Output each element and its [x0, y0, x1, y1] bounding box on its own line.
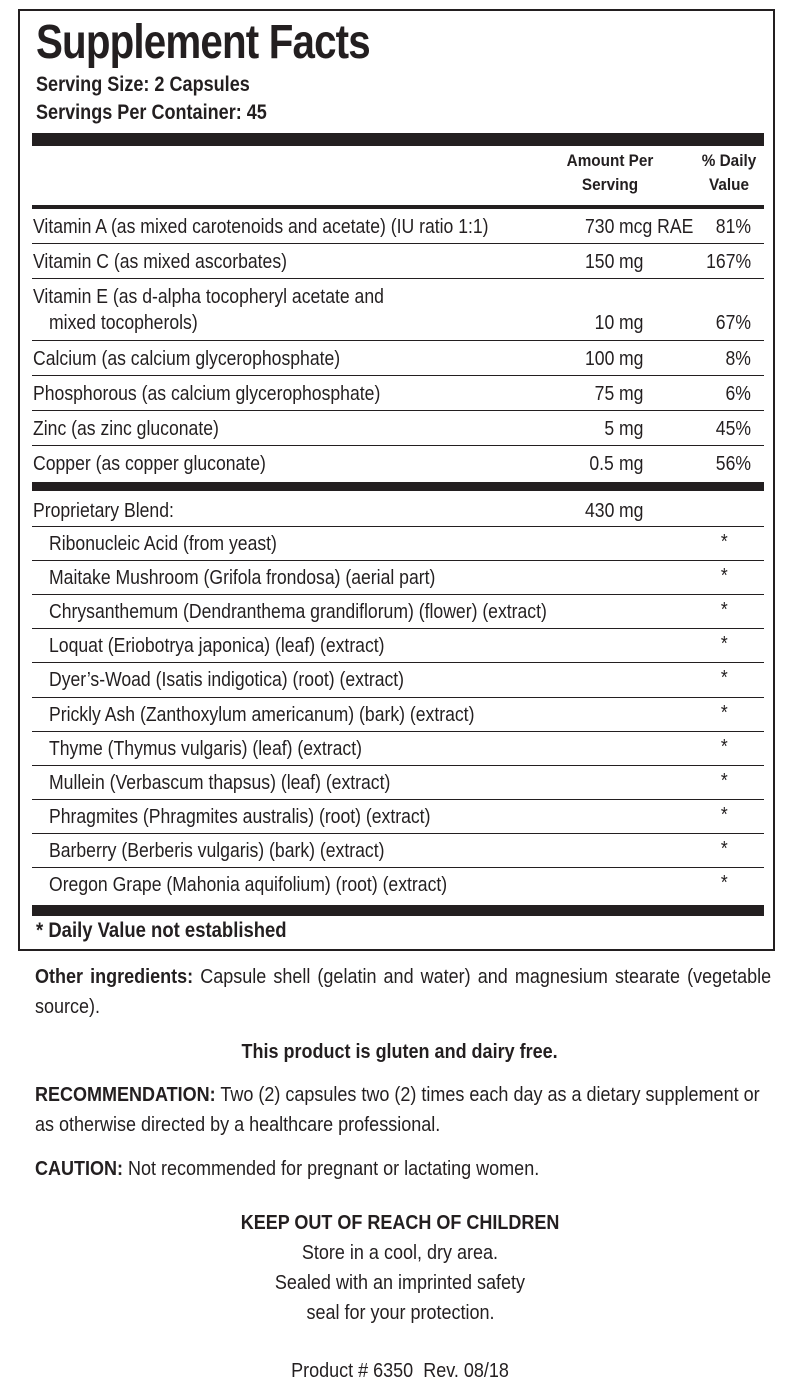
storage-line: Sealed with an imprinted safety — [274, 1272, 526, 1294]
column-header-amount: Amount Per Serving — [566, 151, 654, 194]
supplement-facts-panel — [18, 9, 775, 951]
nutrient-row — [32, 411, 764, 446]
product-code: Product # 6350 Rev. 08/18 — [291, 1360, 509, 1382]
nutrient-amount: 10 — [594, 312, 614, 334]
nutrient-daily-value: 56% — [715, 453, 751, 475]
caution-label: CAUTION: — [35, 1158, 123, 1180]
nutrient-unit: mcg RAE — [619, 216, 694, 238]
nutrient-name: Vitamin E (as d-alpha tocopheryl acetate and — [33, 286, 384, 308]
blend-item-daily-value: * — [721, 872, 728, 894]
nutrient-amount: 150 — [584, 251, 614, 273]
blend-item-daily-value: * — [721, 770, 728, 792]
nutrient-row — [32, 279, 764, 341]
caution-text: Not recommended for pregnant or lactating women. — [122, 1158, 540, 1180]
nutrient-unit: mg — [619, 348, 644, 370]
keep-out-warning: KEEP OUT OF REACH OF CHILDREN — [240, 1212, 560, 1234]
nutrient-daily-value: 6% — [725, 383, 751, 405]
blend-item-daily-value: * — [721, 804, 728, 826]
blend-item-name: Phragmites (Phragmites australis) (root) (extract) — [49, 806, 431, 828]
other-ingredients-text: Capsule shell (gelatin and water) and magnesium stearate (vegetable source). — [35, 966, 772, 1018]
blend-item-daily-value: * — [721, 531, 728, 553]
blend-item-name: Ribonucleic Acid (from yeast) — [49, 533, 277, 555]
recommendation-text: Two (2) capsules two (2) times each day as a dietary supplement or as otherwise directed by a healthcare professional. — [35, 1084, 760, 1136]
nutrient-daily-value: 8% — [725, 348, 751, 370]
blend-item-row — [32, 561, 764, 595]
blend-row — [32, 491, 764, 527]
nutrient-name: Copper (as copper gluconate) — [33, 453, 266, 475]
blend-item-daily-value: * — [721, 599, 728, 621]
recommendation-label: RECOMMENDATION: — [35, 1084, 216, 1106]
nutrient-unit: mg — [619, 453, 644, 475]
nutrient-row — [32, 446, 764, 482]
blend-amount: 430 — [584, 500, 614, 522]
nutrient-name: Vitamin C (as mixed ascorbates) — [33, 251, 287, 273]
storage-line: Store in a cool, dry area. — [301, 1242, 499, 1264]
column-header-daily-value: % Daily Value — [701, 151, 757, 194]
blend-item-daily-value: * — [721, 702, 728, 724]
blend-item-daily-value: * — [721, 633, 728, 655]
nutrient-name: Calcium (as calcium glycerophosphate) — [33, 348, 341, 370]
blend-item-daily-value: * — [721, 838, 728, 860]
blend-item-row — [32, 595, 764, 629]
nutrient-unit: mg — [619, 418, 644, 440]
nutrient-amount: 100 — [584, 348, 614, 370]
nutrient-unit: mg — [619, 251, 644, 273]
recommendation — [35, 1080, 771, 1140]
blend-item-row — [32, 663, 764, 698]
nutrient-row — [32, 209, 764, 244]
nutrient-daily-value: 45% — [715, 418, 751, 440]
blend-item-row — [32, 868, 764, 903]
blend-item-row — [32, 766, 764, 800]
blend-item-name: Maitake Mushroom (Grifola frondosa) (aerial part) — [49, 567, 436, 589]
other-ingredients — [35, 962, 771, 1022]
nutrient-name: Vitamin A (as mixed carotenoids and acetate) (IU ratio 1:1) — [33, 216, 489, 238]
caution — [35, 1154, 771, 1184]
blend-item-name: Prickly Ash (Zanthoxylum americanum) (bark) (extract) — [49, 704, 475, 726]
nutrient-amount: 0.5 — [589, 453, 614, 475]
blend-item-name: Oregon Grape (Mahonia aquifolium) (root) (extract) — [49, 874, 448, 896]
nutrient-unit: mg — [619, 312, 644, 334]
thick-divider-bottom — [32, 905, 764, 916]
other-ingredients-label: Other ingredients: — [35, 966, 194, 988]
nutrient-row — [32, 341, 764, 376]
thick-divider-top — [32, 133, 764, 146]
panel-title: Supplement Facts — [36, 16, 370, 69]
blend-item-row — [32, 629, 764, 663]
nutrient-daily-value: 167% — [705, 251, 751, 273]
blend-item-daily-value: * — [721, 667, 728, 689]
nutrient-amount: 75 — [594, 383, 614, 405]
blend-item-name: Thyme (Thymus vulgaris) (leaf) (extract) — [49, 738, 362, 760]
blend-item-name: Mullein (Verbascum thapsus) (leaf) (extract) — [49, 772, 391, 794]
blend-name: Proprietary Blend: — [33, 500, 174, 522]
nutrient-row — [32, 376, 764, 411]
nutrient-row — [32, 244, 764, 279]
serving-size: Serving Size: 2 Capsules — [36, 73, 250, 96]
blend-item-row — [32, 800, 764, 834]
gluten-dairy-note: This product is gluten and dairy free. — [241, 1041, 559, 1063]
daily-value-footnote: * Daily Value not established — [36, 919, 287, 942]
nutrient-name-continued: mixed tocopherols) — [49, 312, 198, 334]
blend-item-row — [32, 732, 764, 766]
nutrient-daily-value: 67% — [715, 312, 751, 334]
storage-line: seal for your protection. — [305, 1302, 495, 1324]
blend-item-name: Barberry (Berberis vulgaris) (bark) (extract) — [49, 840, 385, 862]
blend-item-name: Chrysanthemum (Dendranthema grandiflorum) (flower) (extract) — [49, 601, 547, 623]
blend-item-row — [32, 834, 764, 868]
nutrient-daily-value: 81% — [715, 216, 751, 238]
nutrient-amount: 730 — [584, 216, 614, 238]
blend-item-row — [32, 698, 764, 732]
nutrient-name: Phosphorous (as calcium glycerophosphate) — [33, 383, 381, 405]
blend-item-row — [32, 527, 764, 561]
blend-item-daily-value: * — [721, 736, 728, 758]
blend-item-daily-value: * — [721, 565, 728, 587]
nutrient-unit: mg — [619, 383, 644, 405]
nutrient-name: Zinc (as zinc gluconate) — [33, 418, 219, 440]
blend-unit: mg — [619, 500, 644, 522]
servings-per-container: Servings Per Container: 45 — [36, 101, 267, 124]
blend-item-name: Dyer’s-Woad (Isatis indigotica) (root) (extract) — [49, 669, 405, 691]
nutrient-amount: 5 — [604, 418, 614, 440]
blend-item-name: Loquat (Eriobotrya japonica) (leaf) (extract) — [49, 635, 385, 657]
thick-divider-middle — [32, 482, 764, 491]
